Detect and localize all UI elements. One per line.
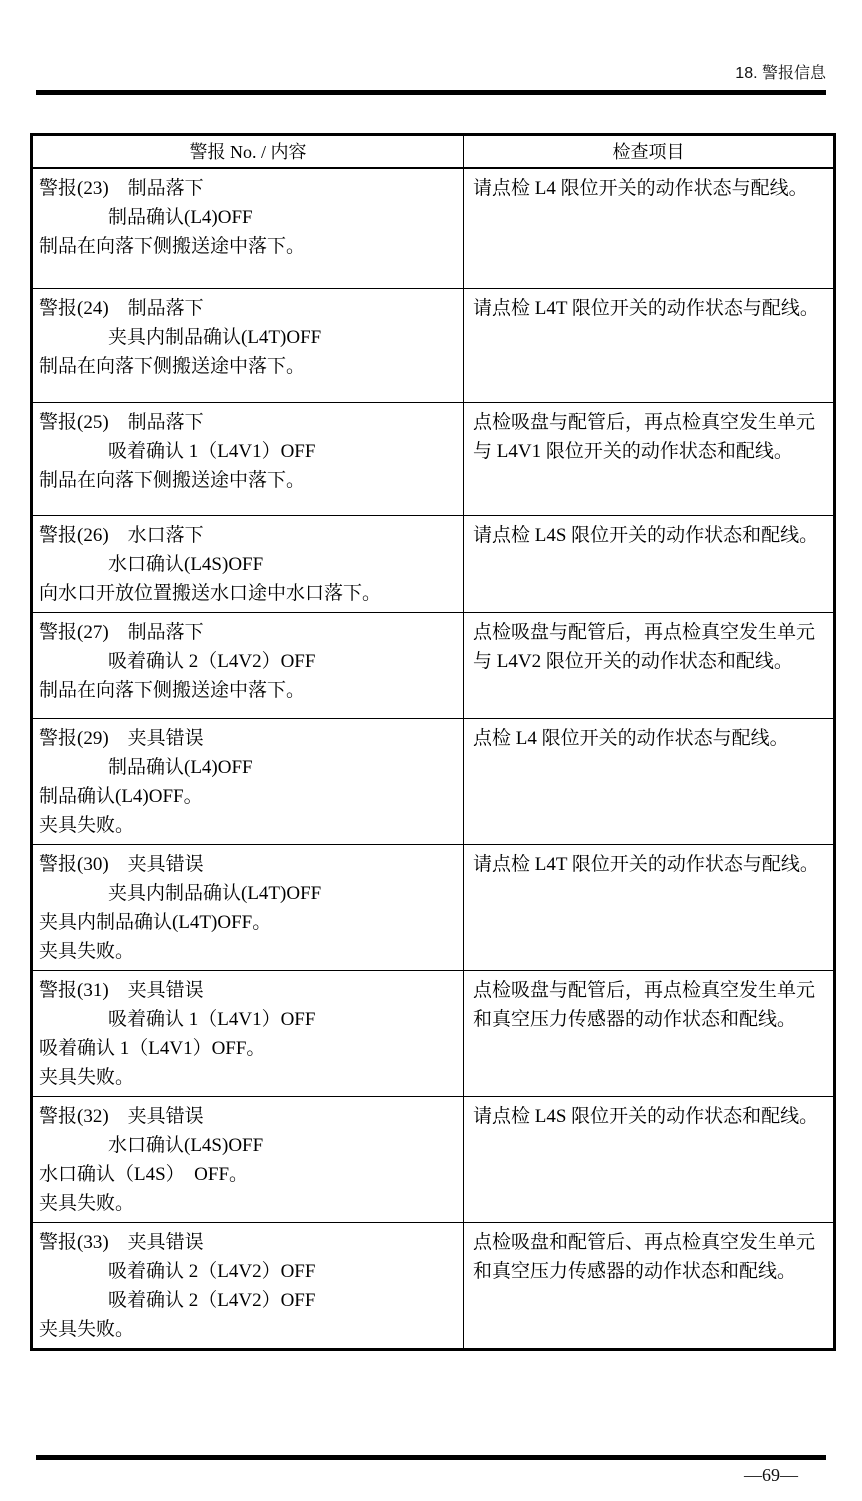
alarm-line: 夹具失败。	[39, 815, 135, 836]
alarm-line: 夹具失败。	[39, 1193, 135, 1214]
check-item-cell: 点检吸盘和配管后、再点检真空发生单元和真空压力传感器的动作状态和配线。	[464, 1223, 835, 1350]
alarm-line: 制品在向落下侧搬送途中落下。	[39, 470, 306, 491]
check-item-cell: 点检吸盘与配管后，再点检真空发生单元与 L4V1 限位开关的动作状态和配线。	[464, 403, 835, 516]
table-row	[32, 1097, 835, 1223]
check-item-cell: 请点检 L4S 限位开关的动作状态和配线。	[464, 516, 835, 613]
column-header-alarm-no-content: 警报 No. / 内容	[32, 135, 464, 168]
check-item-cell: 请点检 L4T 限位开关的动作状态与配线。	[464, 845, 835, 971]
alarm-line: 水口确认(L4S)OFF	[108, 1135, 264, 1156]
alarm-line: 制品确认(L4)OFF。	[39, 786, 203, 807]
alarm-content-cell	[32, 516, 464, 613]
alarm-line: 吸着确认 1（L4V1）OFF。	[39, 1038, 266, 1059]
alarm-line: 吸着确认 2（L4V2）OFF	[108, 651, 316, 672]
alarm-content-cell	[32, 845, 464, 971]
header-rule	[36, 90, 826, 95]
table-row	[32, 719, 835, 845]
alarm-line: 向水口开放位置搬送水口途中水口落下。	[39, 583, 382, 604]
check-item-cell: 请点检 L4 限位开关的动作状态与配线。	[464, 168, 835, 289]
alarm-line: 夹具内制品确认(L4T)OFF。	[39, 912, 272, 933]
alarm-content-cell	[32, 613, 464, 719]
alarm-content-cell	[32, 168, 464, 289]
alarm-content-cell	[32, 971, 464, 1097]
table-row	[32, 289, 835, 403]
alarm-line: 夹具失败。	[39, 1067, 135, 1088]
page-number: —69—	[744, 1465, 798, 1485]
alarm-line: 水口确认(L4S)OFF	[108, 554, 264, 575]
table-row	[32, 613, 835, 719]
check-item-cell: 请点检 L4S 限位开关的动作状态和配线。	[464, 1097, 835, 1223]
alarm-line: 制品在向落下侧搬送途中落下。	[39, 680, 306, 701]
alarm-table	[30, 133, 836, 1351]
alarm-line: 警报(24) 制品落下	[39, 298, 204, 319]
alarm-line: 警报(25) 制品落下	[39, 412, 204, 433]
alarm-line: 吸着确认 1（L4V1）OFF	[108, 441, 316, 462]
table-row	[32, 516, 835, 613]
alarm-content-cell	[32, 1223, 464, 1350]
alarm-line: 夹具失败。	[39, 1319, 135, 1340]
alarm-line: 制品确认(L4)OFF	[108, 757, 253, 778]
alarm-content-cell	[32, 289, 464, 403]
alarm-line: 吸着确认 2（L4V2）OFF	[108, 1290, 316, 1311]
alarm-line: 警报(23) 制品落下	[39, 177, 204, 199]
column-header-check-items: 检查项目	[464, 135, 835, 168]
footer-rule	[36, 1455, 826, 1460]
alarm-line: 警报(26) 水口落下	[39, 525, 204, 546]
alarm-content-cell	[32, 403, 464, 516]
table-row	[32, 168, 835, 289]
alarm-line: 警报(27) 制品落下	[39, 622, 204, 643]
section-title: 18. 警报信息	[735, 65, 826, 82]
alarm-line: 警报(32) 夹具错误	[39, 1106, 204, 1127]
alarm-line: 吸着确认 1（L4V1）OFF	[108, 1009, 316, 1030]
table-row	[32, 403, 835, 516]
check-item-cell: 点检 L4 限位开关的动作状态与配线。	[464, 719, 835, 845]
check-item-cell: 点检吸盘与配管后，再点检真空发生单元和真空压力传感器的动作状态和配线。	[464, 971, 835, 1097]
alarm-line: 夹具内制品确认(L4T)OFF	[108, 883, 322, 904]
alarm-line: 水口确认（L4S） OFF。	[39, 1164, 249, 1185]
table-row	[32, 845, 835, 971]
alarm-content-cell	[32, 1097, 464, 1223]
alarm-line: 制品在向落下侧搬送途中落下。	[39, 356, 306, 377]
table-header-row	[32, 135, 835, 168]
check-item-cell: 请点检 L4T 限位开关的动作状态与配线。	[464, 289, 835, 403]
table-row	[32, 971, 835, 1097]
alarm-line: 警报(29) 夹具错误	[39, 728, 204, 749]
alarm-line: 制品在向落下侧搬送途中落下。	[39, 235, 306, 257]
table-row	[32, 1223, 835, 1350]
alarm-line: 制品确认(L4)OFF	[108, 206, 253, 228]
alarm-line: 警报(30) 夹具错误	[39, 854, 204, 875]
alarm-line: 吸着确认 2（L4V2）OFF	[108, 1261, 316, 1282]
alarm-line: 夹具失败。	[39, 941, 135, 962]
alarm-line: 夹具内制品确认(L4T)OFF	[108, 327, 322, 348]
alarm-line: 警报(31) 夹具错误	[39, 980, 204, 1001]
check-item-cell: 点检吸盘与配管后，再点检真空发生单元与 L4V2 限位开关的动作状态和配线。	[464, 613, 835, 719]
alarm-content-cell	[32, 719, 464, 845]
alarm-line: 警报(33) 夹具错误	[39, 1232, 204, 1253]
